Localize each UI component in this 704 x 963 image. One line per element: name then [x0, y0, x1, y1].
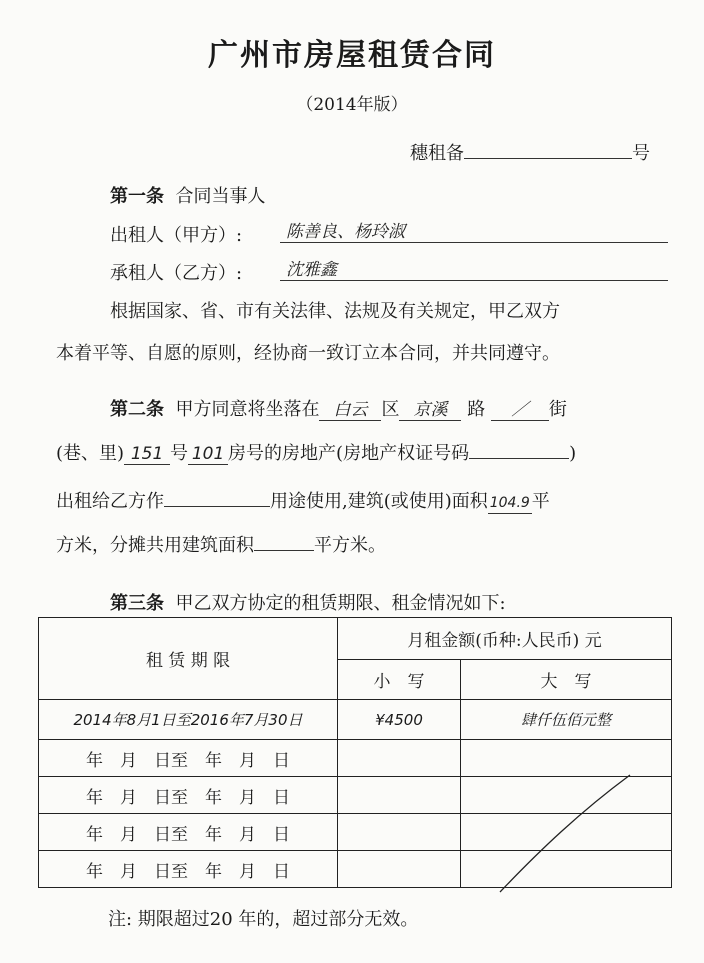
- article-2-text-8: ): [569, 443, 577, 464]
- registration-prefix: 穗租备: [410, 143, 464, 164]
- period-cell: 年 月 日至 年 月 日: [39, 740, 338, 777]
- lane-number-value: 151: [124, 444, 170, 465]
- big-amount-header: 大 写: [461, 660, 672, 700]
- article-2-text-9: 出租给乙方作: [56, 491, 164, 512]
- rent-column-header: 月租金额(币种:人民币) 元: [338, 618, 672, 660]
- article-2-text-13: 平方米。: [314, 535, 386, 556]
- article-2-text-2: 区: [381, 399, 400, 420]
- article-2-heading: 第二条: [110, 399, 164, 420]
- article-1-title: 合同当事人: [175, 186, 266, 207]
- lessee-label: 承租人（乙方）:: [110, 263, 243, 284]
- period-cell: 年 月 日至 年 月 日: [39, 777, 338, 814]
- footnote: 注: 期限超过20 年的，超过部分无效。: [108, 909, 419, 930]
- lessor-label: 出租人（甲方）:: [110, 225, 243, 246]
- article-2-text-11: 平: [531, 491, 550, 512]
- district-value: 白云: [319, 400, 381, 421]
- big-amount-cell: 肆仟伍佰元整: [461, 700, 672, 740]
- article-2-text-6: 号: [170, 443, 189, 464]
- small-amount-header: 小 写: [338, 660, 461, 700]
- article-1-para-line-2: 本着平等、自愿的原则，经协商一致订立本合同，并共同遵守。: [56, 343, 560, 364]
- article-2-text-4: 街: [548, 399, 567, 420]
- article-1-heading: 第一条: [110, 186, 164, 207]
- edition-label: （2014年版）: [296, 95, 408, 115]
- lessor-value: 陈善良、杨玲淑: [286, 222, 405, 242]
- page-title: 广州市房屋租赁合同: [208, 38, 496, 73]
- article-1-para-line-1: 根据国家、省、市有关法律、法规及有关规定，甲乙双方: [110, 301, 560, 322]
- area-value: 104.9: [488, 493, 532, 514]
- article-2-text-3: 路: [467, 399, 486, 420]
- lessee-value: 沈雅鑫: [286, 260, 337, 280]
- article-3-title: 甲乙双方协定的租赁期限、租金情况如下:: [175, 593, 506, 614]
- article-2-text-10: 用途使用,建筑(或使用)面积: [270, 491, 488, 512]
- room-number-value: 101: [188, 444, 228, 465]
- article-2-text-12: 方米，分摊共用建筑面积: [56, 535, 254, 556]
- period-cell: 年 月 日至 年 月 日: [39, 814, 338, 851]
- street-value: ／: [491, 400, 549, 421]
- registration-suffix: 号: [632, 143, 650, 164]
- article-2-text-1: 甲方同意将坐落在: [175, 399, 320, 420]
- article-3-heading: 第三条: [110, 593, 164, 614]
- period-cell: 2014年8月1日至2016年7月30日: [39, 700, 338, 740]
- road-value: 京溪: [399, 400, 461, 421]
- small-amount-cell: ¥4500: [338, 700, 461, 740]
- period-cell: 年 月 日至 年 月 日: [39, 851, 338, 888]
- period-column-header: 租 赁 期 限: [39, 618, 338, 700]
- article-2-text-5: (巷、里): [56, 443, 125, 464]
- article-2-text-7: 房号的房地产(房地产权证号码: [228, 443, 470, 464]
